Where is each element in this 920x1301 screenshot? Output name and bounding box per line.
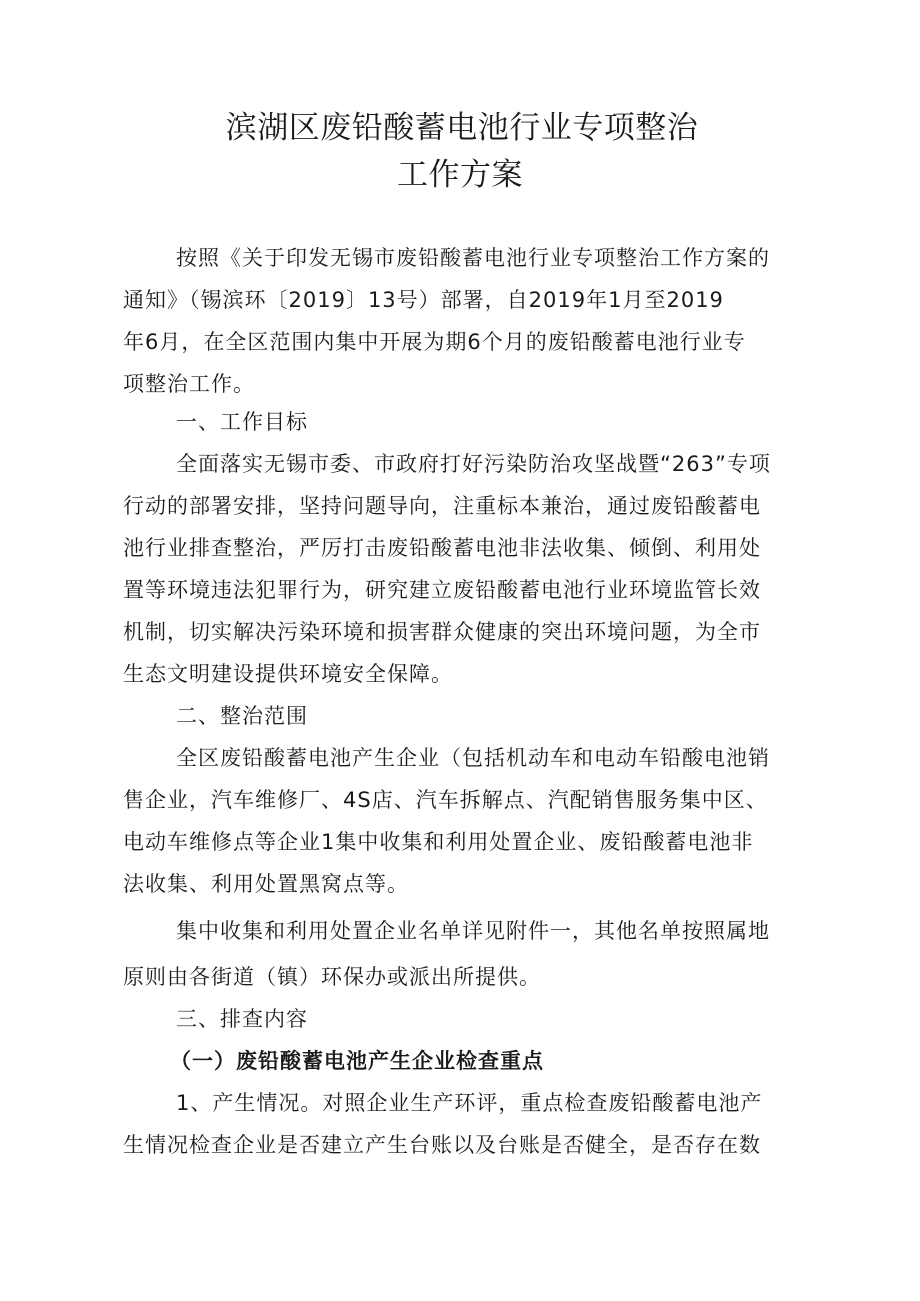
text-line: 1、产生情况。对照企业生产环评，重点检查废铅酸蓄电池产 — [176, 1091, 763, 1115]
text-line: 项整治工作。 — [123, 372, 255, 396]
subsection-heading-producers: （一）废铅酸蓄电池产生企业检查重点 — [170, 1049, 544, 1073]
section-heading-scope: 二、整治范围 — [176, 704, 308, 728]
text-line: 行动的部署安排，坚持问题导向，注重标本兼治，通过废铅酸蓄电 — [123, 494, 761, 518]
text-line: 电动车维修点等企业1集中收集和利用处置企业、废铅酸蓄电池非 — [123, 830, 754, 854]
text-line: 生态文明建设提供环境安全保障。 — [123, 662, 453, 686]
text-line: 原则由各街道（镇）环保办或派出所提供。 — [123, 965, 541, 989]
document-title-line-1: 滨湖区废铅酸蓄电池行业专项整治 — [225, 110, 699, 146]
section-heading-inspection: 三、排查内容 — [176, 1007, 308, 1031]
text-line: 生情况检查企业是否建立产生台账以及台账是否健全，是否存在数 — [123, 1133, 761, 1157]
text-line: 全面落实无锡市委、市政府打好污染防治攻坚战暨“263”专项 — [176, 452, 771, 476]
scope-paragraph — [123, 737, 813, 905]
section-heading-goals: 一、工作目标 — [176, 410, 308, 434]
text-line: 集中收集和利用处置企业名单详见附件一，其他名单按照属地 — [176, 919, 770, 943]
inspection-paragraph — [123, 1082, 813, 1166]
text-line: 置等环境违法犯罪行为，研究建立废铅酸蓄电池行业环境监管长效 — [123, 578, 761, 602]
text-line: 池行业排查整治，严厉打击废铅酸蓄电池非法收集、倾倒、利用处 — [123, 536, 761, 560]
text-line: 通知》（锡滨环〔2019〕13号）部署，自2019年1月至2019 — [123, 288, 724, 312]
text-line: 年6月，在全区范围内集中开展为期6个月的废铅酸蓄电池行业专 — [123, 330, 746, 354]
text-line: 全区废铅酸蓄电池产生企业（包括机动车和电动车铅酸电池销 — [176, 746, 770, 770]
text-line: 按照《关于印发无锡市废铅酸蓄电池行业专项整治工作方案的 — [176, 246, 770, 270]
text-line: 法收集、利用处置黑窝点等。 — [123, 872, 409, 896]
scope-list-paragraph — [123, 908, 813, 1000]
text-line: 机制，切实解决污染环境和损害群众健康的突出环境问题，为全市 — [123, 620, 761, 644]
intro-paragraph — [123, 237, 813, 405]
goals-paragraph — [123, 443, 813, 695]
text-line: 售企业，汽车维修厂、4S店、汽车拆解点、汽配销售服务集中区、 — [123, 788, 768, 812]
document-title-line-2: 工作方案 — [397, 157, 523, 193]
